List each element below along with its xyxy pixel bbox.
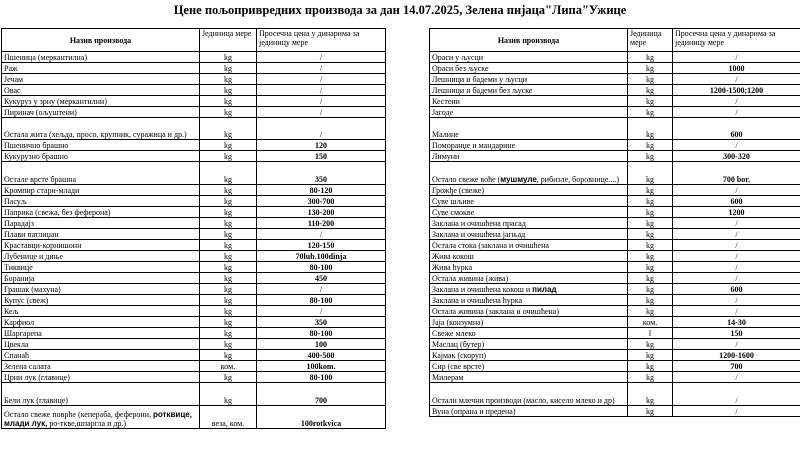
product-name: Зелена салата (2, 361, 200, 372)
table-row (430, 218, 800, 229)
product-name: Лубенице и диње (2, 251, 200, 262)
right-price-table (429, 28, 800, 417)
price-cell: 80-100 (257, 295, 386, 306)
table-row (430, 140, 800, 151)
unit-cell: kg (628, 361, 673, 372)
product-name: Карфиол (2, 317, 200, 328)
product-name: Суве смокве (430, 207, 628, 218)
table-row (2, 218, 386, 229)
left-price-table (1, 28, 386, 429)
table-header (2, 29, 386, 52)
product-name: Јечам (2, 74, 200, 85)
price-cell: / (673, 185, 800, 196)
price-cell: 130-200 (257, 207, 386, 218)
product-name: Грашак (махуна) (2, 284, 200, 295)
unit-cell: l (628, 328, 673, 339)
price-cell: / (673, 262, 800, 273)
product-name (2, 406, 200, 429)
unit-cell: kg (200, 96, 257, 107)
price-cell: / (257, 52, 386, 63)
unit-cell: kg (200, 273, 257, 284)
table-row (2, 74, 386, 85)
header-unit: Јединица мере (628, 29, 673, 52)
product-name: Пиринач (ољуштени) (2, 107, 200, 118)
unit-cell: kg (200, 240, 257, 251)
product-name: Кукурузно брашно (2, 151, 200, 162)
unit-cell: kg (628, 240, 673, 251)
product-name: Шаргарепа (2, 328, 200, 339)
product-name: Остали млечни производи (масло, кисело млеко и др) (430, 383, 628, 406)
price-cell: / (673, 52, 800, 63)
table-row (2, 406, 386, 429)
table-row (2, 317, 386, 328)
table-row (430, 151, 800, 162)
price-cell: 80-100 (257, 328, 386, 339)
unit-cell: kg (200, 218, 257, 229)
price-cell: / (257, 306, 386, 317)
price-cell: 350 (257, 317, 386, 328)
table-row (2, 196, 386, 207)
header-unit: Јединица мере (200, 29, 257, 52)
table-row (430, 118, 800, 140)
table-row (430, 196, 800, 207)
unit-cell: kg (628, 229, 673, 240)
table-row (2, 118, 386, 140)
price-cell: 150 (257, 151, 386, 162)
price-cell: 80-120 (257, 185, 386, 196)
product-name: Свеже млеко (430, 328, 628, 339)
unit-cell: kg (628, 251, 673, 262)
header-product: Назив производа (2, 29, 200, 52)
table-row (2, 383, 386, 406)
price-cell: / (673, 406, 800, 417)
unit-cell: ком. (628, 317, 673, 328)
price-cell: 120 (257, 140, 386, 151)
table-row (430, 185, 800, 196)
product-name (430, 284, 628, 295)
unit-cell: kg (628, 96, 673, 107)
unit-cell: ком. (200, 361, 257, 372)
price-cell: 600 (673, 284, 800, 295)
unit-cell: kg (200, 185, 257, 196)
table-row (2, 63, 386, 74)
unit-cell: kg (200, 229, 257, 240)
unit-cell: kg (200, 317, 257, 328)
product-name: Кестени (430, 96, 628, 107)
price-cell: / (673, 218, 800, 229)
table-row (2, 162, 386, 185)
table-row (430, 52, 800, 63)
table-row (2, 372, 386, 383)
table-row (430, 306, 800, 317)
product-name: Кромпир стари-млади (2, 185, 200, 196)
price-cell: 70lub.100dinja (257, 251, 386, 262)
unit-cell: kg (200, 140, 257, 151)
table-row (430, 240, 800, 251)
unit-cell: kg (200, 63, 257, 74)
table-row (2, 361, 386, 372)
unit-cell: kg (628, 140, 673, 151)
header-price: Просечна цена у динарима за јединицу мере (673, 29, 800, 52)
unit-cell: kg (628, 107, 673, 118)
product-name: Грожђе (свеже) (430, 185, 628, 196)
table-row (430, 372, 800, 383)
table-row (430, 74, 800, 85)
unit-cell: kg (628, 74, 673, 85)
table-row (2, 85, 386, 96)
price-cell: 110-200 (257, 218, 386, 229)
product-name: Јаја (конзумна) (430, 317, 628, 328)
unit-cell: kg (628, 218, 673, 229)
table-row (430, 284, 800, 295)
price-cell: / (673, 96, 800, 107)
product-name: Бели лук (главице) (2, 383, 200, 406)
price-cell: 100rotkvica (257, 406, 386, 429)
product-name: Кукуруз у зрну (меркантилни) (2, 96, 200, 107)
product-name-highlight: пилад (532, 285, 557, 294)
unit-cell: kg (200, 251, 257, 262)
unit-cell: kg (628, 196, 673, 207)
unit-cell: kg (200, 85, 257, 96)
table-row (2, 151, 386, 162)
price-cell: 150 (673, 328, 800, 339)
price-cell: 1200-1500;1200 (673, 85, 800, 96)
product-name: Жива кокош (430, 251, 628, 262)
unit-cell: kg (628, 63, 673, 74)
unit-cell: kg (628, 162, 673, 185)
price-cell: 350 (257, 162, 386, 185)
table-row (430, 406, 800, 417)
price-cell: / (673, 251, 800, 262)
price-cell: 1200 (673, 207, 800, 218)
price-cell: 1200-1600 (673, 350, 800, 361)
table-row (430, 317, 800, 328)
product-name: Пшеница (меркантилна) (2, 52, 200, 63)
price-cell: / (673, 372, 800, 383)
unit-cell: kg (628, 118, 673, 140)
unit-cell: kg (628, 372, 673, 383)
unit-cell: kg (200, 306, 257, 317)
product-name: Краставци-корнишони (2, 240, 200, 251)
product-name: Плави патлиџан (2, 229, 200, 240)
left-table-body (2, 52, 386, 429)
table-header (430, 29, 800, 52)
product-name-part: Остало свеже воће ( (432, 175, 501, 184)
price-cell: 14-30 (673, 317, 800, 328)
table-row (2, 251, 386, 262)
unit-cell: kg (628, 52, 673, 63)
unit-cell: kg (200, 339, 257, 350)
table-row (2, 140, 386, 151)
price-cell: / (257, 74, 386, 85)
product-name: Поморанџе и мандарине (430, 140, 628, 151)
table-row (2, 295, 386, 306)
product-name: Малине (430, 118, 628, 140)
table-row (2, 306, 386, 317)
table-row (2, 284, 386, 295)
price-cell: / (673, 107, 800, 118)
product-name: Тиквице (2, 262, 200, 273)
table-row (2, 350, 386, 361)
product-name: Заклана и очишћена прасад (430, 218, 628, 229)
price-cell: 600 (673, 118, 800, 140)
unit-cell: kg (628, 273, 673, 284)
table-row (2, 229, 386, 240)
price-cell: / (673, 229, 800, 240)
product-name: Јагоде (430, 107, 628, 118)
unit-cell: kg (628, 262, 673, 273)
product-name: Суве шљиве (430, 196, 628, 207)
product-name: Лешници и бадеми у љусци (430, 74, 628, 85)
product-name: Пасуљ (2, 196, 200, 207)
product-name-part: Заклана и очишћена кокош и (432, 285, 533, 294)
price-cell: / (673, 383, 800, 406)
table-row (430, 63, 800, 74)
price-cell: / (673, 273, 800, 284)
table-row (430, 207, 800, 218)
table-row (430, 361, 800, 372)
table-row (2, 240, 386, 251)
product-name: Лешници и бадеми без љуске (430, 85, 628, 96)
price-cell: 400-500 (257, 350, 386, 361)
unit-cell: kg (628, 406, 673, 417)
unit-cell: kg (628, 207, 673, 218)
unit-cell: kg (200, 295, 257, 306)
table-row (2, 328, 386, 339)
product-name: Остале врсте брашна (2, 162, 200, 185)
product-name: Кајмак (скоруп) (430, 350, 628, 361)
product-name: Боранија (2, 273, 200, 284)
price-cell: 120-150 (257, 240, 386, 251)
unit-cell: kg (200, 207, 257, 218)
unit-cell: kg (628, 350, 673, 361)
product-name: Паприка (свежа, без феферона) (2, 207, 200, 218)
product-name: Заклана и очишћена јагњад (430, 229, 628, 240)
product-name (430, 162, 628, 185)
unit-cell: kg (628, 151, 673, 162)
product-name: Остала стока (заклана и очишћена (430, 240, 628, 251)
unit-cell: kg (628, 295, 673, 306)
table-row (2, 262, 386, 273)
product-name: Вуна (опрана и предена) (430, 406, 628, 417)
header-product: Назив производа (430, 29, 628, 52)
price-cell: / (673, 74, 800, 85)
unit-cell: kg (628, 383, 673, 406)
table-row (2, 339, 386, 350)
price-cell: 600 (673, 196, 800, 207)
table-row (2, 107, 386, 118)
unit-cell: kg (200, 328, 257, 339)
price-cell: / (257, 118, 386, 140)
table-row (430, 383, 800, 406)
price-cell: / (673, 240, 800, 251)
product-name-highlight: мушмуле (500, 175, 537, 184)
table-row (2, 52, 386, 63)
table-row (430, 339, 800, 350)
table-row (430, 350, 800, 361)
price-cell: / (257, 85, 386, 96)
product-name: Кељ (2, 306, 200, 317)
product-name: Жива ћурка (430, 262, 628, 273)
price-cell: / (673, 140, 800, 151)
table-row (430, 162, 800, 185)
product-name-part: Остало свеже поврће (кепераба, феферони, (4, 410, 153, 419)
price-cell: 700 bor. (673, 162, 800, 185)
product-name: Ораси без љуске (430, 63, 628, 74)
price-cell: / (257, 107, 386, 118)
price-cell: / (257, 63, 386, 74)
unit-cell: kg (200, 151, 257, 162)
price-cell: 100kom. (257, 361, 386, 372)
table-row (2, 185, 386, 196)
product-name: Остала жита (хељда, просо, крупник, суражица и др.) (2, 118, 200, 140)
price-cell: 80-100 (257, 262, 386, 273)
unit-cell: kg (200, 196, 257, 207)
product-name-highlight: ротквице, млади лук, (4, 410, 192, 428)
product-name: Остала живина (жива) (430, 273, 628, 284)
unit-cell: kg (200, 74, 257, 85)
product-name-part: , рибизле, боровнице....) (536, 175, 620, 184)
unit-cell: kg (200, 350, 257, 361)
price-cell: / (257, 96, 386, 107)
table-row (430, 229, 800, 240)
unit-cell: kg (200, 118, 257, 140)
product-name: Пшенично брашно (2, 140, 200, 151)
table-row (430, 107, 800, 118)
table-row (430, 262, 800, 273)
unit-cell: kg (200, 107, 257, 118)
table-row (430, 251, 800, 262)
product-name: Спанаћ (2, 350, 200, 361)
price-cell: 700 (257, 383, 386, 406)
price-cell: / (673, 295, 800, 306)
price-cell: 450 (257, 273, 386, 284)
unit-cell: kg (628, 185, 673, 196)
price-cell: 1000 (673, 63, 800, 74)
page-title: Цене пољопривредних производа за дан 14.07.2025, Зелена пијаца"Липа"Ужице (173, 3, 627, 17)
unit-cell: веза, ком. (200, 406, 257, 429)
product-name-part: ро-ткве,шпаргла и др.) (47, 419, 127, 428)
table-row (430, 273, 800, 284)
price-cell: / (257, 229, 386, 240)
price-cell: 80-100 (257, 372, 386, 383)
product-name: Заклана и очишћена ћурка (430, 295, 628, 306)
price-cell: 100 (257, 339, 386, 350)
product-name: Милерам (430, 372, 628, 383)
price-cell: 300-700 (257, 196, 386, 207)
product-name: Сир (све врсте) (430, 361, 628, 372)
table-row (2, 96, 386, 107)
unit-cell: kg (628, 339, 673, 350)
price-cell: 700 (673, 361, 800, 372)
product-name: Маслац (бутер) (430, 339, 628, 350)
table-row (2, 273, 386, 284)
table-row (430, 96, 800, 107)
product-name: Овас (2, 85, 200, 96)
product-name: Остала живина (заклана и очишћена) (430, 306, 628, 317)
product-name: Црни лук (главице) (2, 372, 200, 383)
product-name: Ораси у љусци (430, 52, 628, 63)
table-row (430, 328, 800, 339)
header-price: Просечна цена у динарима за јединицу мере (257, 29, 386, 52)
unit-cell: kg (200, 162, 257, 185)
price-cell: / (673, 339, 800, 350)
product-name: Раж (2, 63, 200, 74)
table-row (2, 207, 386, 218)
unit-cell: kg (628, 306, 673, 317)
unit-cell: kg (200, 52, 257, 63)
price-cell: / (673, 306, 800, 317)
unit-cell: kg (200, 383, 257, 406)
right-table-body (430, 52, 800, 417)
unit-cell: kg (200, 262, 257, 273)
product-name: Купус (свеж) (2, 295, 200, 306)
table-row (430, 85, 800, 96)
price-cell: 300-320 (673, 151, 800, 162)
product-name: Парадајз (2, 218, 200, 229)
price-cell: / (257, 284, 386, 295)
table-row (430, 295, 800, 306)
unit-cell: kg (200, 372, 257, 383)
unit-cell: kg (200, 284, 257, 295)
product-name: Цвекла (2, 339, 200, 350)
unit-cell: kg (628, 284, 673, 295)
product-name: Лимуни (430, 151, 628, 162)
unit-cell: kg (628, 85, 673, 96)
